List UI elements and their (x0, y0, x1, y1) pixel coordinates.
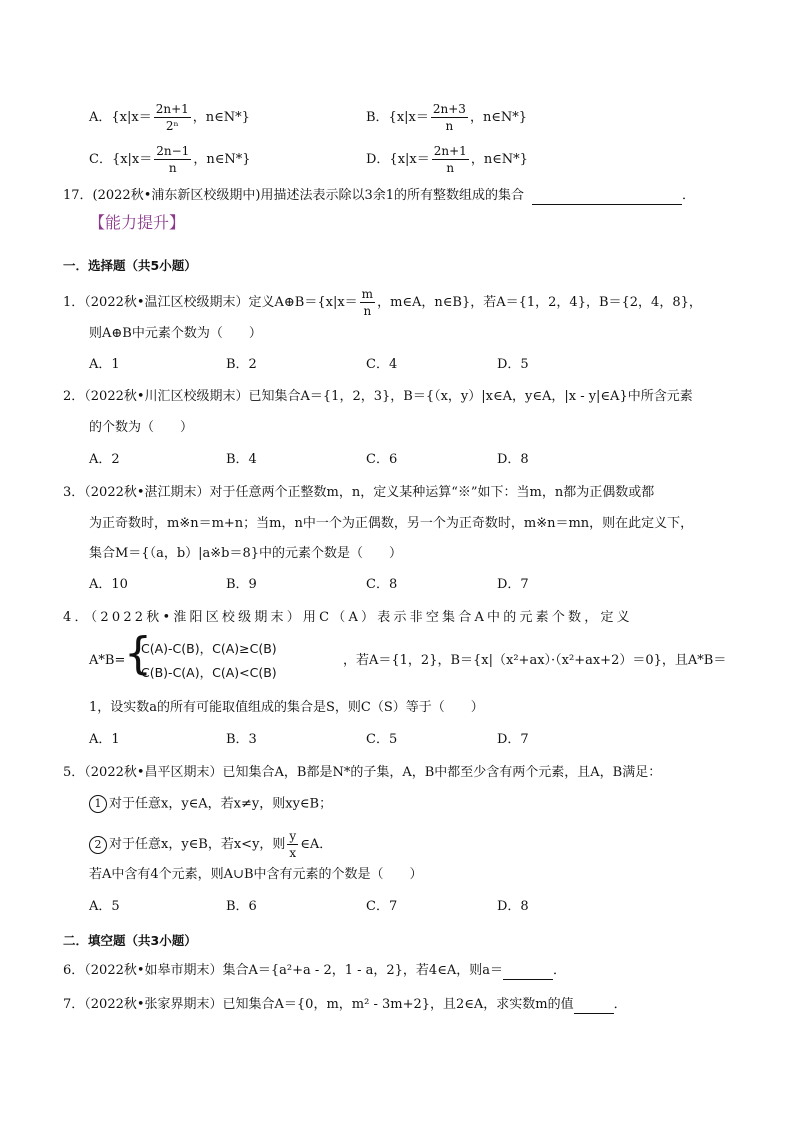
question-5-line4: 若A中含有4个元素，则A∪B中含有元素的个数是（ ） (89, 867, 423, 882)
q2-option-c: C．6 (366, 452, 398, 467)
answer-blank[interactable] (574, 999, 614, 1014)
q5-condition-1: 1 对于任意x，y∈A，若x≠y，则xy∈B； (89, 795, 332, 814)
q2-option-b: B．4 (226, 452, 257, 467)
q5-option-d: D．8 (497, 899, 529, 914)
question-2-line2: 的个数为（ ） (89, 420, 194, 435)
q4-option-d: D．7 (497, 732, 529, 747)
q5-condition-2: 2 对于任意x，y∈B，若x<y，则 $\frac{y}{x}$ ∈A． (89, 830, 332, 859)
question-6: 6．（2022秋•如皋市期末）集合A＝{a²+a - 2，1 - a，2}，若4∈A，则a＝ ． (63, 963, 566, 978)
section-heading-choice: 一．选择题（共5小题） (63, 258, 197, 273)
question-4-line3: 1，设实数a的所有可能取值组成的集合是S，则C（S）等于（ ） (89, 700, 484, 715)
answer-blank[interactable] (503, 965, 553, 980)
q5-option-a: A．5 (89, 899, 120, 914)
q4-case-1: C(A)-C(B)，C(A)≥C(B) (141, 641, 277, 656)
q4-option-b: B．3 (226, 732, 257, 747)
section-banner: 【能力提升】 (89, 213, 186, 232)
brace-symbol: { (124, 628, 152, 679)
q4-case-2: C(B)-C(A)，C(A)<C(B) (141, 665, 277, 680)
q16-option-a: A．{x|x＝ $\frac{2n+1}{\text{2ⁿ}}$ ，n∈N*} (89, 102, 250, 133)
q16-option-c: C．{x|x＝ $\frac{2n-1}{n}$ ，n∈N*} (89, 144, 251, 175)
answer-blank[interactable] (532, 190, 682, 205)
q5-option-b: B．6 (226, 899, 257, 914)
q4-option-c: C．5 (366, 732, 398, 747)
question-1: 1．（2022秋•温江区校级期末）定义A⊕B＝{x|x＝ $\frac{m}{n}$ ，m∈A，n∈B}，若A＝{1，2，4}，B＝{2，4，8}， (63, 287, 702, 318)
q3-option-d: D．7 (497, 577, 529, 592)
q3-option-b: B．9 (226, 577, 257, 592)
q3-option-a: A．10 (89, 577, 128, 592)
circled-number-icon: 2 (89, 836, 107, 854)
circled-number-icon: 1 (89, 795, 107, 813)
question-1-line2: 则A⊕B中元素个数为（ ） (89, 326, 262, 341)
question-3: 3．（2022秋•湛江期末）对于任意两个正整数m，n，定义某种运算“※”如下：当m，n都为正偶数或都 (63, 485, 655, 500)
q3-option-c: C．8 (366, 577, 398, 592)
question-3-line3: 集合M＝{（a，b）|a※b＝8}中的元素个数是（ ） (89, 546, 403, 561)
q16-option-d: D．{x|x＝ $\frac{2n+1}{n}$ ，n∈N*} (366, 144, 528, 175)
section-heading-fill: 二．填空题（共3小题） (63, 933, 197, 948)
question-7: 7．（2022秋•张家界期末）已知集合A＝{0，m，m² - 3m+2}，且2∈A，求实数m的值 ． (63, 997, 627, 1012)
question-4: 4．（2022秋•淮阳区校级期末）用C（A）表示非空集合A中的元素个数，定义 (63, 610, 633, 625)
question-17: 17．(2022秋•浦东新区校级期中)用描述法表示除以3余1的所有整数组成的集合 ． (63, 188, 695, 203)
q1-option-b: B．2 (226, 357, 257, 372)
q1-option-a: A．1 (89, 357, 120, 372)
question-5: 5．（2022秋•昌平区期末）已知集合A，B都是N*的子集，A，B中都至少含有两个元素，且A，B满足： (63, 765, 662, 780)
q4-def-rhs: ，若A＝{1，2}，B＝{x|（x²+ax）·（x²+ax+2）＝0}，且A*B＝ (343, 653, 727, 668)
q1-option-d: D．5 (497, 357, 529, 372)
q4-option-a: A．1 (89, 732, 120, 747)
q1-option-c: C．4 (366, 357, 398, 372)
q4-def-lhs: A*B= (89, 653, 126, 668)
question-3-line2: 为正奇数时，m※n＝m+n；当m，n中一个为正偶数，另一个为正奇数时，m※n＝mn，则在此定义下， (89, 516, 694, 531)
q2-option-d: D．8 (497, 452, 529, 467)
q16-option-b: B．{x|x＝ $\frac{2n+3}{n}$ ，n∈N*} (366, 102, 528, 133)
q2-option-a: A．2 (89, 452, 120, 467)
q5-option-c: C．7 (366, 899, 398, 914)
question-2: 2．（2022秋•川汇区校级期末）已知集合A＝{1，2，3}，B＝{（x，y）|x∈A，y∈A，|x - y|∈A}中所含元素 (63, 389, 693, 404)
